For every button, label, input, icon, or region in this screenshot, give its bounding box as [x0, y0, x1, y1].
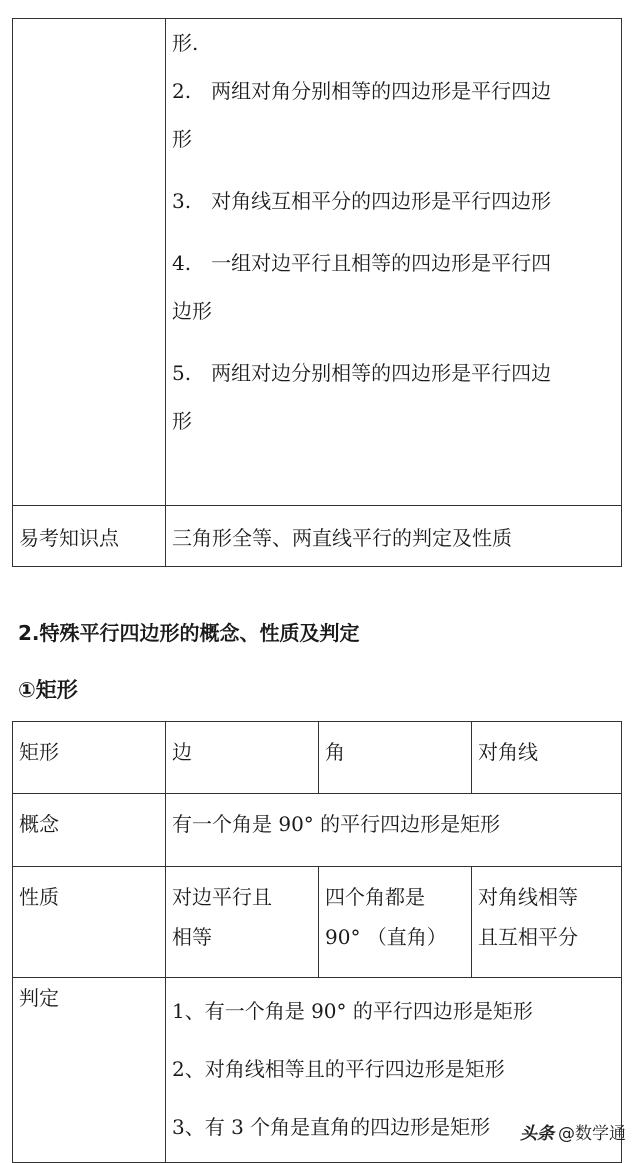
- criteria-line: 3. 对角线互相平分的四边形是平行四边形: [172, 189, 552, 213]
- property-side-cell: [166, 867, 319, 978]
- watermark-account: @数学通: [558, 1124, 626, 1144]
- key-points-label: 易考知识点: [13, 506, 166, 567]
- property-side-line: 对边平行且: [172, 885, 272, 909]
- header-cell: 矩形: [13, 722, 166, 794]
- watermark: [520, 1119, 626, 1144]
- property-diag-line: 对角线相等: [478, 885, 578, 909]
- rectangle-table: [12, 721, 622, 1163]
- property-row: [13, 867, 622, 978]
- concept-label: 概念: [13, 794, 166, 867]
- property-label: 性质: [13, 867, 166, 978]
- criteria-label-cell: [13, 19, 166, 506]
- judge-item: 1、有一个角是 90° 的平行四边形是矩形: [172, 999, 533, 1023]
- criteria-line: 形: [172, 409, 192, 433]
- criteria-line: 形: [172, 127, 192, 151]
- property-diag-cell: [472, 867, 622, 978]
- key-points-row: [13, 506, 622, 567]
- concept-row: [13, 794, 622, 867]
- criteria-line: 4. 一组对边平行且相等的四边形是平行四: [172, 251, 552, 275]
- judge-item: 3、有 3 个角是直角的四边形是矩形: [172, 1115, 491, 1139]
- property-side-line: 相等: [172, 925, 212, 949]
- criteria-line: 2. 两组对角分别相等的四边形是平行四边: [172, 79, 552, 103]
- header-cell: 角: [319, 722, 472, 794]
- judge-label: 判定: [13, 978, 166, 1163]
- judge-item: 2、对角线相等且的平行四边形是矩形: [172, 1057, 505, 1081]
- criteria-line: 形.: [172, 31, 199, 55]
- watermark-logo: 头条: [520, 1124, 554, 1144]
- header-row: [13, 722, 622, 794]
- header-cell: 边: [166, 722, 319, 794]
- concept-value: 有一个角是 90° 的平行四边形是矩形: [166, 794, 622, 867]
- criteria-line: 5. 两组对边分别相等的四边形是平行四边: [172, 361, 552, 385]
- subsection-title: ①矩形: [18, 678, 78, 702]
- key-points-value: 三角形全等、两直线平行的判定及性质: [166, 506, 622, 567]
- header-cell: 对角线: [472, 722, 622, 794]
- criteria-content-cell: [166, 19, 622, 506]
- criteria-line: 边形: [172, 299, 212, 323]
- criteria-table: [12, 18, 622, 567]
- property-angle-line: 四个角都是: [325, 885, 425, 909]
- property-angle-cell: [319, 867, 472, 978]
- property-angle-line: 90° （直角）: [325, 925, 447, 949]
- section-title: 2.特殊平行四边形的概念、性质及判定: [18, 621, 360, 645]
- property-diag-line: 且互相平分: [478, 925, 578, 949]
- criteria-row: [13, 19, 622, 506]
